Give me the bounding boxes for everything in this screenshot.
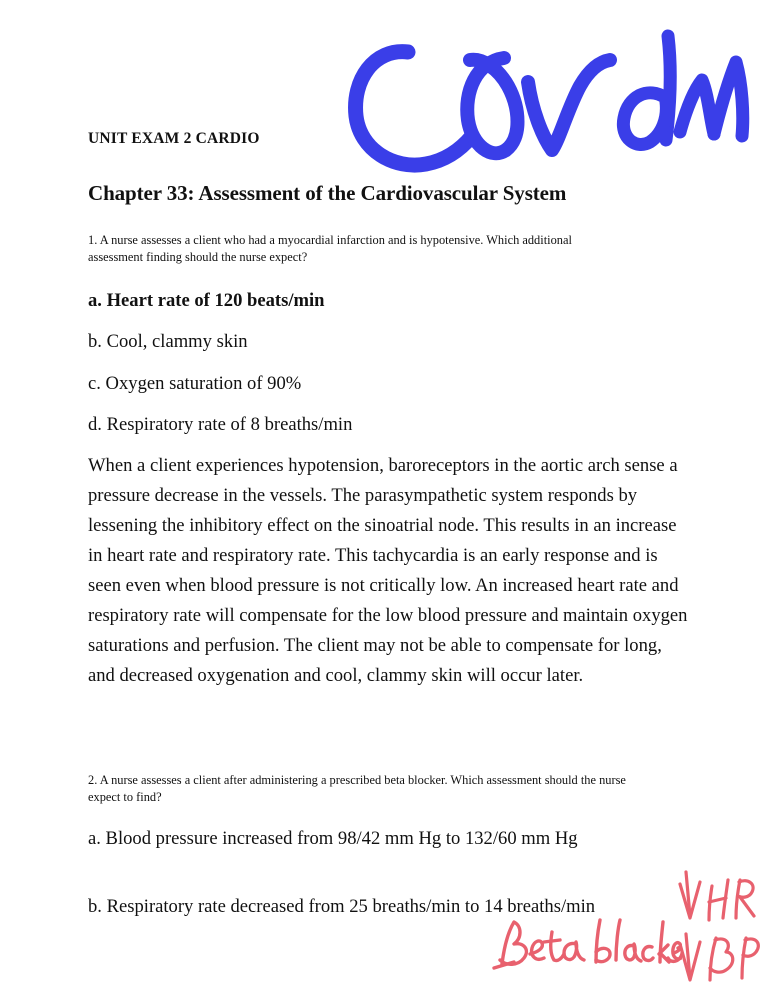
question-1-prompt: 1. A nurse assesses a client who had a myocardial infarction and is hypotensive. Which additional assessment finding should the nurse expect?: [88, 233, 572, 264]
handwritten-cardio-annotation: [336, 24, 756, 184]
question-2-prompt: 2. A nurse assesses a client after administering a prescribed beta blocker. Which assessment should the nurse expect to find?: [88, 773, 626, 804]
handwritten-decreased-bp-annotation: [676, 926, 762, 992]
question-1-option-d: d. Respiratory rate of 8 breaths/min: [88, 414, 353, 435]
question-2-option-a: a. Blood pressure increased from 98/42 mm Hg to 132/60 mm Hg: [88, 828, 578, 849]
handwritten-beta-blockers-annotation: [492, 912, 682, 982]
question-2-option-b: b. Respiratory rate decreased from 25 breaths/min to 14 breaths/min: [88, 896, 596, 917]
question-1-option-a: a. Heart rate of 120 beats/min: [88, 290, 325, 311]
exam-title: UNIT EXAM 2 CARDIO: [88, 130, 260, 147]
chapter-title: Chapter 33: Assessment of the Cardiovascular System: [88, 181, 567, 205]
handwritten-decreased-hr-annotation: [676, 870, 762, 932]
question-1-option-c: c. Oxygen saturation of 90%: [88, 373, 302, 394]
question-1-option-b: b. Cool, clammy skin: [88, 331, 248, 352]
question-1-rationale: When a client experiences hypotension, baroreceptors in the aortic arch sense a pressure decrease in the vessels. The parasympathetic system responds by lessening the inhibitory effect on the sinoatrial node. This results in an increase in heart rate and respiratory rate. This tachycardia is an early response and is seen even when blood pressure is not critically low. An increased heart rate and respiratory rate will compensate for the low blood pressure and maintain oxygen saturations and perfusion. The client may not be able to compensate for long, and decreased oxygenation and cool, clammy skin will occur later.: [88, 455, 688, 686]
